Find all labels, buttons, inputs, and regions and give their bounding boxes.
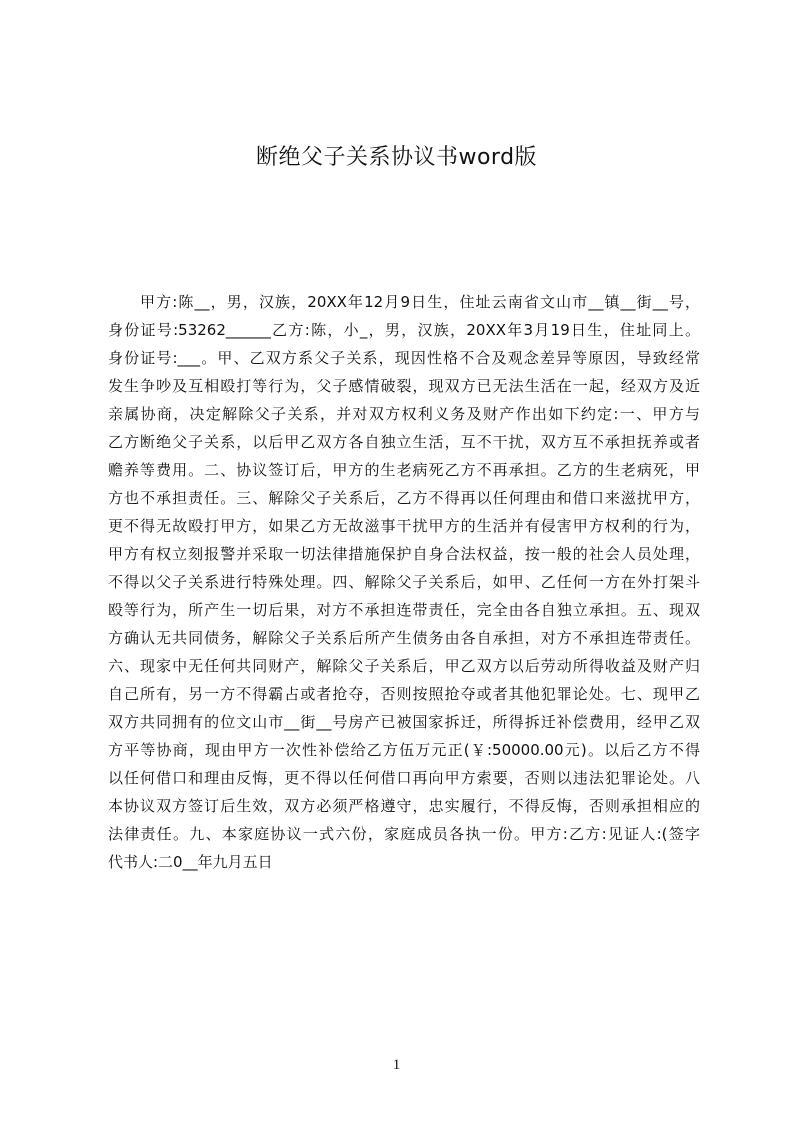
body-line: 乙方断绝父子关系，以后甲乙双方各自独立生活，互不干扰，双方互不承担抚养或者 xyxy=(108,433,700,451)
body-line: 更不得无故殴打甲方，如果乙方无故滋事干扰甲方的生活并有侵害甲方权利的行为， xyxy=(108,517,700,535)
body-line: 甲方:陈__，男，汉族，20XX年12月9日生，住址云南省文山市__镇__街__号， xyxy=(140,293,700,311)
body-line: 六、现家中无任何共同财产，解除父子关系后，甲乙双方以后劳动所得收益及财产归 xyxy=(108,657,700,675)
body-line: 殴等行为，所产生一切后果，对方不承担连带责任，完全由各自独立承担。五、现双 xyxy=(108,601,700,619)
body-line-last: 代书人:二0__年九月五日 xyxy=(108,853,273,871)
body-line: 方平等协商，现由甲方一次性补偿给乙方伍万元正(￥:50000.00元)。以后乙方不得 xyxy=(108,741,700,759)
body-line: 自己所有，另一方不得霸占或者抢夺，否则按照抢夺或者其他犯罪论处。七、现甲乙 xyxy=(108,685,700,703)
body-line: 身份证号:53262______乙方:陈，小_，男，汉族，20XX年3月19日生，住址同上。 xyxy=(108,321,700,339)
body-line: 赡养等费用。二、协议签订后，甲方的生老病死乙方不再承担。乙方的生老病死，甲 xyxy=(108,461,700,479)
body-line: 法律责任。九、本家庭协议一式六份，家庭成员各执一份。甲方:乙方:见证人:(签字 xyxy=(108,825,700,843)
body-line: 本协议双方签订后生效，双方必须严格遵守，忠实履行，不得反悔，否则承担相应的 xyxy=(108,797,700,815)
page-number: 1 xyxy=(392,1057,401,1073)
body-line: 方确认无共同债务，解除父子关系后所产生债务由各自承担，对方不承担连带责任。 xyxy=(108,629,700,647)
body-line: 双方共同拥有的位文山市__街__号房产已被国家拆迁，所得拆迁补偿费用，经甲乙双 xyxy=(108,713,700,731)
body-line: 甲方有权立刻报警并采取一切法律措施保护自身合法权益，按一般的社会人员处理， xyxy=(108,545,700,563)
body-line: 身份证号:___。甲、乙双方系父子关系，现因性格不合及观念差异等原因，导致经常 xyxy=(108,349,700,367)
agreement-body xyxy=(108,288,700,876)
body-line: 不得以父子关系进行特殊处理。四、解除父子关系后，如甲、乙任何一方在外打架斗 xyxy=(108,573,700,591)
document-title: 断绝父子关系协议书word版 xyxy=(255,145,538,170)
body-line: 发生争吵及互相殴打等行为，父子感情破裂，现双方已无法生活在一起，经双方及近 xyxy=(108,377,700,395)
body-line: 方也不承担责任。三、解除父子关系后，乙方不得再以任何理由和借口来滋扰甲方， xyxy=(108,489,700,507)
body-line: 以任何借口和理由反悔，更不得以任何借口再向甲方索要，否则以违法犯罪论处。八 xyxy=(108,769,700,787)
body-line: 亲属协商，决定解除父子关系，并对双方权利义务及财产作出如下约定:一、甲方与 xyxy=(108,405,700,423)
